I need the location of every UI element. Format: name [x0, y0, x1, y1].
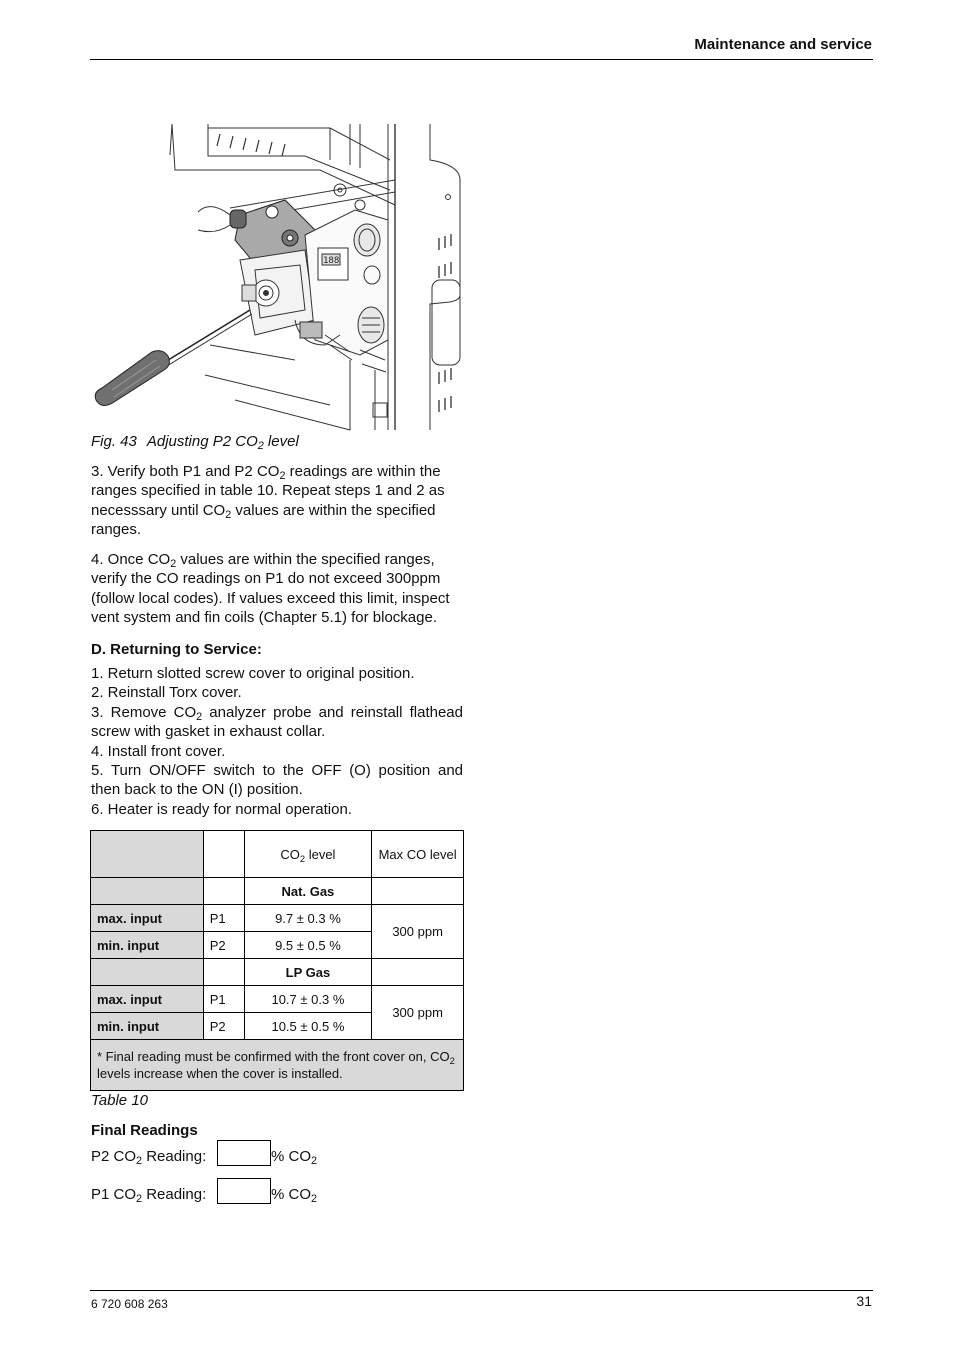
p2-reading-field[interactable]	[217, 1140, 271, 1166]
lp-gas-header-row	[91, 959, 464, 986]
nat-gas-label: Nat. Gas	[244, 878, 372, 905]
header-title: Maintenance and service	[694, 36, 872, 53]
empty-cell	[91, 959, 204, 986]
return-step-5: 5. Turn ON/OFF switch to the OFF (O) position and then back to the ON (I) position.	[91, 762, 463, 799]
p1-reading-unit: % $CO_2$	[271, 1186, 318, 1206]
footer-doc-number: 6 720 608 263	[91, 1297, 168, 1311]
returning-service-steps	[91, 664, 463, 819]
header-co2-level: $CO_2$ level	[244, 831, 372, 878]
footer-page-number: 31	[856, 1293, 872, 1309]
figure-caption	[91, 433, 299, 453]
table-note: * Final reading must be confirmed with the front cover on, $CO_2$ levels increase when the cover is installed.	[91, 1040, 464, 1091]
row-value: 9.5 ± 0.5 %	[244, 932, 372, 959]
gas-valve-illustration	[90, 120, 465, 435]
table-caption: Table 10	[91, 1092, 148, 1109]
max-co-nat: 300 ppm	[372, 905, 464, 959]
footer-rule	[90, 1290, 873, 1291]
para3-sub-1: 2	[279, 470, 286, 483]
para3-text-c: values are within the specified ranges.	[91, 501, 436, 539]
return-step-3-a: 3. Remove CO	[91, 703, 197, 721]
row-point: P1	[203, 905, 244, 932]
display-digits: 188	[323, 256, 340, 266]
row-label: max. input	[91, 905, 204, 932]
paragraph-step-4	[91, 550, 463, 628]
co2-levels-table	[90, 830, 464, 1091]
lp-gas-label: LP Gas	[244, 959, 372, 986]
nat-gas-header-row	[91, 878, 464, 905]
table-row	[91, 986, 464, 1013]
row-value: 10.7 ± 0.3 %	[244, 986, 372, 1013]
table-note-row	[91, 1040, 464, 1091]
return-step-3-b: analyzer probe and reinstall flathead screw with gasket in exhaust collar.	[91, 703, 463, 741]
row-value: 9.7 ± 0.3 %	[244, 905, 372, 932]
empty-cell	[372, 959, 464, 986]
table-row	[91, 905, 464, 932]
row-label: min. input	[91, 932, 204, 959]
return-step-6: 6. Heater is ready for normal operation.	[91, 800, 352, 818]
para4-sub-1: 2	[170, 558, 177, 571]
para3-sub-2: 2	[225, 509, 232, 522]
empty-cell	[203, 959, 244, 986]
para3-text-b: readings are within the ranges specified in table 10. Repeat steps 1 and 2 as necesssary until CO	[91, 463, 445, 519]
figure-caption-sub: 2	[257, 440, 264, 453]
return-step-3-sub: 2	[196, 711, 203, 724]
return-step-4: 4. Install front cover.	[91, 742, 226, 760]
para4-text-a: 4. Once CO	[91, 551, 171, 568]
header-empty-cell	[203, 831, 244, 878]
row-label: min. input	[91, 1013, 204, 1040]
empty-cell	[203, 878, 244, 905]
figure-caption-tail: level	[263, 433, 299, 450]
figure-adjusting-p2	[90, 120, 465, 435]
header-empty-cell	[91, 831, 204, 878]
empty-cell	[372, 878, 464, 905]
row-label: max. input	[91, 986, 204, 1013]
figure-caption-text: Adjusting P2 CO	[146, 433, 258, 450]
header-max-co: Max CO level	[372, 831, 464, 878]
section-d-title: D. Returning to Service:	[91, 641, 262, 658]
figure-number: Fig. 43	[91, 433, 137, 450]
row-point: P2	[203, 1013, 244, 1040]
row-point: P2	[203, 932, 244, 959]
p1-reading-field[interactable]	[217, 1178, 271, 1204]
p2-reading-label: P2 $CO_2$ Reading:	[91, 1148, 207, 1168]
row-value: 10.5 ± 0.5 %	[244, 1013, 372, 1040]
p1-reading-label: P1 $CO_2$ Reading:	[91, 1186, 207, 1206]
max-co-lp: 300 ppm	[372, 986, 464, 1040]
row-point: P1	[203, 986, 244, 1013]
paragraph-step-3	[91, 462, 463, 540]
para4-text-b: values are within the specified ranges, verify the CO readings on P1 do not exceed 300ppm (follow local codes). If values exceed this limit, inspect vent system and fin coils (Chapter 5.1) for blockage.	[91, 551, 450, 627]
table-header-row	[91, 831, 464, 878]
p2-reading-unit: % $CO_2$	[271, 1148, 318, 1168]
return-step-1: 1. Return slotted screw cover to original position.	[91, 665, 415, 682]
empty-cell	[91, 878, 204, 905]
return-step-2: 2. Reinstall Torx cover.	[91, 684, 242, 702]
header-rule	[90, 59, 873, 60]
final-readings-title: Final Readings	[91, 1122, 198, 1139]
para3-text-a: 3. Verify both P1 and P2 CO	[91, 463, 280, 480]
return-step-3	[91, 703, 463, 742]
